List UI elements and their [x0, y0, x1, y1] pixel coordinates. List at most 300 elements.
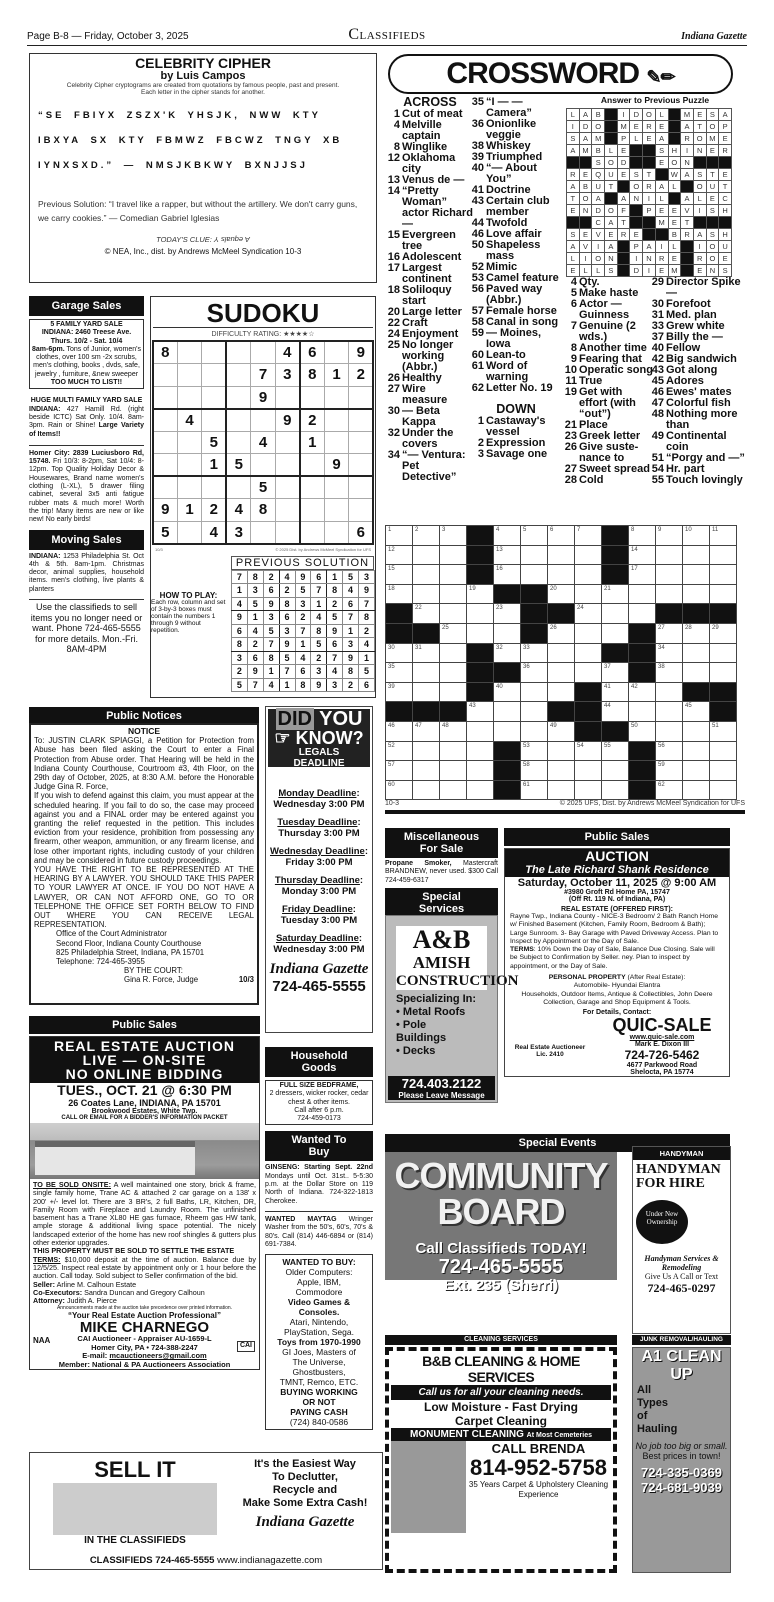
crossword-cell[interactable]: 51 [710, 721, 737, 741]
crossword-cell[interactable] [683, 780, 710, 800]
sudoku-cell: 4 [251, 431, 276, 454]
crossword-cell[interactable]: 58 [521, 761, 548, 781]
crossword-cell[interactable] [467, 780, 494, 800]
crossword-cell[interactable] [602, 780, 629, 800]
clue: 36 Onionlike veggie [471, 118, 537, 141]
crossword-cell[interactable] [413, 663, 440, 683]
crossword-cell[interactable]: 35 [386, 663, 413, 683]
crossword-cell[interactable] [413, 780, 440, 800]
sudoku-cell[interactable] [202, 409, 227, 432]
crossword-cell[interactable] [710, 545, 737, 565]
sudoku-cell[interactable] [177, 386, 202, 409]
clue: 19 Get with effort (with “out”) [564, 386, 636, 420]
public-sales-heading: Public Sales [504, 828, 730, 846]
crossword-cell[interactable]: 18 [386, 584, 413, 604]
crossword-cell [629, 741, 656, 761]
sudoku-cell[interactable] [324, 499, 349, 522]
crossword-cell [710, 604, 737, 624]
crossword-cell [602, 565, 629, 585]
sudoku-cell[interactable] [202, 364, 227, 387]
sudoku-cell: 2 [327, 597, 343, 611]
crossword-cell[interactable] [440, 761, 467, 781]
crossword-cell[interactable] [683, 643, 710, 663]
crossword-cell[interactable] [629, 584, 656, 604]
crossword-cell[interactable]: 57 [386, 761, 413, 781]
household-wanted-column [265, 1047, 373, 1430]
crossword-cell[interactable]: 32 [494, 643, 521, 663]
crossword-cell[interactable] [575, 584, 602, 604]
sudoku-cell: 9 [279, 638, 295, 652]
crossword-cell[interactable] [440, 663, 467, 683]
sudoku-cell[interactable] [300, 499, 325, 522]
sudoku-cell[interactable] [177, 364, 202, 387]
clue: 22 Craft [387, 317, 428, 329]
handyman-ad: HANDYMAN HANDYMAN FOR HIRE Under New Ownership Handyman Services & Remodeling Give Us A Call or Text 724-465-0297 [632, 1146, 731, 1334]
crossword-cell[interactable] [656, 702, 683, 722]
sudoku-cell[interactable] [226, 431, 251, 454]
crossword-cell[interactable] [521, 545, 548, 565]
crossword-cell[interactable] [440, 584, 467, 604]
sudoku-cell: 6 [349, 521, 374, 544]
crossword-cell[interactable]: 14 [629, 545, 656, 565]
clue: 57 Female horse [471, 305, 557, 317]
sudoku-cell: 4 [279, 570, 295, 584]
crossword-cell[interactable]: 55 [602, 741, 629, 761]
clue: 49 Continental coin [651, 430, 727, 453]
crossword-cell[interactable]: 46 [386, 721, 413, 741]
sudoku-cell: 5 [279, 651, 295, 665]
crossword-cell[interactable] [548, 643, 575, 663]
sudoku-cell[interactable] [153, 476, 178, 499]
sudoku-cell[interactable] [177, 521, 202, 544]
crossword-cell[interactable]: 60 [386, 780, 413, 800]
crossword-cell[interactable] [548, 741, 575, 761]
sudoku-cell: 7 [295, 624, 311, 638]
sudoku-cell: 1 [263, 665, 279, 679]
crossword-cell[interactable]: 15 [386, 565, 413, 585]
clue: 60 Lean-to [471, 349, 526, 361]
crossword-cell[interactable] [440, 604, 467, 624]
sudoku-cell: 5 [295, 584, 311, 598]
bb-cleaning-ad: B&B CLEANING & HOME SERVICES Call us for all your cleaning needs. Low Moisture - Fast Drying Carpet Cleaning MONUMENT CLEANING At Most Cemeteries CALL BRENDA 814-952-5758 35 Years Carpet & Upholstery Cleaning Experience [385, 1347, 617, 1573]
clue: 24 Enjoyment [387, 328, 459, 340]
crossword-cell[interactable] [575, 643, 602, 663]
crossword-cell[interactable] [467, 604, 494, 624]
sudoku-cell[interactable] [202, 341, 227, 364]
crossword-cell[interactable] [467, 721, 494, 741]
sudoku-cell[interactable] [349, 454, 374, 477]
sudoku-cell[interactable] [177, 454, 202, 477]
crossword-cell[interactable] [656, 682, 683, 702]
crossword-cell[interactable]: 48 [440, 721, 467, 741]
clue: 58 Canal in song [471, 316, 559, 328]
crossword-cell [467, 545, 494, 565]
sudoku-cell: 9 [349, 341, 374, 364]
crossword-cell[interactable]: 49 [548, 721, 575, 741]
crossword-cell[interactable]: 43 [467, 702, 494, 722]
crossword-cell[interactable] [548, 761, 575, 781]
crossword-cell[interactable] [683, 545, 710, 565]
previous-solution: Previous Solution: “I travel like a rapper, but without the artillery. We don't carry guns, we carry cookies.” — Comedian Gabriel Iglesias [38, 199, 358, 223]
sudoku-cell[interactable] [202, 386, 227, 409]
sudoku-cell: 8 [311, 624, 327, 638]
sudoku-cell[interactable] [226, 364, 251, 387]
sudoku-cell[interactable] [251, 409, 276, 432]
sudoku-cell: 6 [327, 638, 343, 652]
clue: 52 Mimic [471, 261, 518, 273]
sudoku-cell[interactable] [226, 476, 251, 499]
clue: 25 No longer working (Abbr.) [387, 339, 454, 373]
sudoku-cell[interactable] [349, 431, 374, 454]
clue: 9 Fearing that [570, 353, 642, 365]
sudoku-cell: 8 [359, 611, 375, 625]
crossword-cell[interactable] [710, 565, 737, 585]
clue: 43 Got along [651, 364, 718, 376]
email-link[interactable]: mcauctioneers@gmail.com [109, 1351, 207, 1361]
sudoku-cell[interactable] [177, 431, 202, 454]
crossword-cell[interactable]: 10 [683, 526, 710, 546]
crossword-cell[interactable]: 4 [494, 526, 521, 546]
crossword-cell [683, 682, 710, 702]
crossword-cell [575, 721, 602, 741]
sudoku-cell[interactable] [153, 364, 178, 387]
sudoku-cell[interactable] [324, 386, 349, 409]
crossword-cell[interactable]: 56 [656, 741, 683, 761]
crossword-cell[interactable] [440, 741, 467, 761]
sudoku-cell: 1 [343, 624, 359, 638]
sudoku-cell[interactable] [153, 386, 178, 409]
sudoku-cell[interactable] [324, 476, 349, 499]
crossword-cell[interactable]: 34 [656, 643, 683, 663]
crossword-cell[interactable]: 42 [629, 682, 656, 702]
crossword-cell[interactable] [548, 682, 575, 702]
crossword-cell[interactable] [521, 565, 548, 585]
crossword-cell[interactable] [494, 721, 521, 741]
crossword-cell[interactable] [683, 761, 710, 781]
crossword-cell[interactable] [629, 604, 656, 624]
sudoku-cell: 5 [343, 570, 359, 584]
ad-moving-indiana: INDIANA: 1253 Philadelphia St. Oct 4th & 5th. 8am-1pm. Christmas decor, animal supplies, household items. men's clothing, live plants & planters [29, 552, 144, 593]
sudoku-cell: 5 [153, 521, 178, 544]
sudoku-cell: 6 [359, 678, 375, 692]
sudoku-cell: 9 [311, 678, 327, 692]
crossword-cell [467, 643, 494, 663]
crossword-cell[interactable] [494, 702, 521, 722]
crossword-cell[interactable]: 41 [602, 682, 629, 702]
crossword-cell[interactable] [467, 761, 494, 781]
difficulty-rating: DIFFICULTY RATING: ★★★★☆ [211, 331, 315, 338]
clue: 2 Expression [477, 437, 546, 449]
crossword-cell [629, 780, 656, 800]
crossword-cell[interactable]: 9 [656, 526, 683, 546]
sudoku-cell[interactable] [153, 454, 178, 477]
clue: 32 Under the covers [387, 427, 454, 450]
crossword-cell[interactable] [710, 643, 737, 663]
clue: 34 “— Ventura: Pet Detective” [387, 449, 466, 483]
crossword-cell[interactable]: 19 [467, 584, 494, 604]
crossword-cell[interactable]: 38 [656, 663, 683, 683]
crossword-cell[interactable] [467, 741, 494, 761]
sudoku-cell[interactable] [275, 386, 300, 409]
crossword-cell[interactable]: 28 [683, 623, 710, 643]
clue: 17 Largest continent [387, 262, 452, 285]
clue: 23 Greek letter [564, 430, 641, 442]
sudoku-cell[interactable] [251, 341, 276, 364]
crossword-cell[interactable]: 27 [656, 623, 683, 643]
sudoku-cell[interactable] [300, 454, 325, 477]
crossword-cell[interactable]: 37 [602, 663, 629, 683]
crossword-cell[interactable] [683, 741, 710, 761]
cipher-line: “SE FBIYX ZSZX'K YHSJK, NWW KTY [38, 110, 321, 121]
sudoku-cell[interactable] [177, 476, 202, 499]
crossword-cell[interactable]: 23 [494, 604, 521, 624]
crossword-cell[interactable] [602, 623, 629, 643]
crossword-cell[interactable]: 45 [683, 702, 710, 722]
sudoku-cell: 3 [279, 624, 295, 638]
crossword-cell [467, 682, 494, 702]
crossword-cell[interactable] [656, 584, 683, 604]
crossword-cell[interactable]: 6 [548, 526, 575, 546]
sudoku-cell[interactable] [275, 454, 300, 477]
sudoku-cell[interactable] [300, 386, 325, 409]
crossword-cell[interactable] [575, 761, 602, 781]
crossword-cell[interactable]: 21 [602, 584, 629, 604]
sudoku-cell[interactable] [177, 341, 202, 364]
crossword-cell[interactable] [575, 663, 602, 683]
crossword-cell[interactable] [413, 761, 440, 781]
crossword-cell [386, 623, 413, 643]
crossword-cell[interactable] [710, 663, 737, 683]
crossword-cell[interactable] [710, 780, 737, 800]
crossword-cell[interactable]: 33 [521, 643, 548, 663]
crossword-cell[interactable]: 39 [386, 682, 413, 702]
crossword-cell[interactable] [548, 545, 575, 565]
page-header [27, 26, 747, 46]
deadline-item: Tuesday Deadline: Thursday 3:00 PM [277, 817, 361, 839]
crossword-cell[interactable]: 11 [710, 526, 737, 546]
sudoku-cell[interactable] [349, 386, 374, 409]
crossword-cell[interactable] [548, 565, 575, 585]
crossword-cell[interactable] [656, 721, 683, 741]
crossword-cell[interactable] [521, 721, 548, 741]
website-link[interactable]: www.quic-sale.com [629, 1034, 695, 1042]
crossword-cell[interactable] [683, 663, 710, 683]
crossword-cell [710, 682, 737, 702]
crossword-cell[interactable]: 24 [575, 604, 602, 624]
sudoku-cell[interactable] [226, 341, 251, 364]
sudoku-cell[interactable] [349, 476, 374, 499]
sudoku-cell[interactable] [202, 476, 227, 499]
crossword-cell[interactable]: 16 [494, 565, 521, 585]
sudoku-cell: 6 [343, 597, 359, 611]
crossword-cell[interactable] [440, 565, 467, 585]
special-services-heading: Special Services [385, 888, 498, 918]
crossword-cell[interactable]: 3 [440, 526, 467, 546]
crossword-cell[interactable] [710, 584, 737, 604]
clue: 4 Melville captain [393, 119, 442, 142]
website-link[interactable]: www.indianagazette.com [217, 1555, 323, 1566]
sudoku-cell[interactable] [251, 454, 276, 477]
crossword-cell [602, 643, 629, 663]
crossword-cell[interactable]: 8 [629, 526, 656, 546]
crossword-cell[interactable]: 54 [575, 741, 602, 761]
sudoku-cell: 5 [251, 476, 276, 499]
crossword-cell[interactable] [575, 623, 602, 643]
crossword-cell[interactable]: 20 [548, 584, 575, 604]
crossword-cell[interactable]: 29 [710, 623, 737, 643]
sudoku-cell[interactable] [300, 521, 325, 544]
crossword-cell[interactable] [575, 565, 602, 585]
community-board-ad: COMMUNITY BOARD Call Classifieds TODAY! 724-465-5555 Ext. 235 (Sherri) [385, 1152, 617, 1280]
crossword-cell[interactable] [440, 780, 467, 800]
sudoku-cell: 9 [153, 499, 178, 522]
crossword-cell[interactable]: 59 [656, 761, 683, 781]
crossword-cell[interactable]: 50 [629, 721, 656, 741]
crossword-cell[interactable] [656, 545, 683, 565]
crossword-cell [467, 526, 494, 546]
crossword-cell[interactable]: 26 [548, 623, 575, 643]
crossword-cell[interactable] [413, 682, 440, 702]
sudoku-cell[interactable] [324, 341, 349, 364]
sudoku-cell: 9 [343, 651, 359, 665]
sudoku-cell[interactable] [275, 499, 300, 522]
crossword-cell[interactable]: 40 [494, 682, 521, 702]
crossword-cell [656, 604, 683, 624]
sudoku-cell[interactable] [153, 409, 178, 432]
sudoku-cell[interactable] [324, 409, 349, 432]
crossword-cell[interactable] [494, 623, 521, 643]
sudoku-cell: 8 [263, 651, 279, 665]
crossword-cell[interactable]: 17 [629, 565, 656, 585]
crossword-cell[interactable] [575, 545, 602, 565]
sudoku-cell[interactable] [300, 476, 325, 499]
crossword-cell[interactable]: 5 [521, 526, 548, 546]
sudoku-cell[interactable] [275, 521, 300, 544]
sudoku-cell[interactable] [275, 431, 300, 454]
crossword-cell[interactable]: 62 [656, 780, 683, 800]
crossword-cell[interactable]: 7 [575, 526, 602, 546]
ad-huge-multi-family: HUGE MULTI FAMILY YARD SALE INDIANA: 427 Hamill Rd. (right beside ICTC) Sat Only. 10/4. 8am-3pm. Rain or Shine! Large Variety of Items!! [29, 397, 144, 438]
crossword-cell [494, 663, 521, 683]
crossword-cell[interactable] [440, 545, 467, 565]
crossword-cell[interactable] [683, 584, 710, 604]
sudoku-cell: 1 [324, 364, 349, 387]
sudoku-cell[interactable] [226, 386, 251, 409]
crossword-cell[interactable]: 52 [386, 741, 413, 761]
crossword-cell[interactable] [602, 604, 629, 624]
sudoku-cell: 8 [279, 597, 295, 611]
sudoku-cell: 6 [295, 665, 311, 679]
clue: 46 Ewes' mates [651, 386, 732, 398]
crossword-cell[interactable]: 13 [494, 545, 521, 565]
clue: 31 Med. plan [651, 309, 717, 321]
clue: 11 True [565, 375, 603, 387]
crossword-cell[interactable] [440, 682, 467, 702]
crossword-cell[interactable] [683, 565, 710, 585]
crossword-cell[interactable]: 61 [521, 780, 548, 800]
sudoku-cell: 9 [251, 386, 276, 409]
crossword-cell[interactable] [710, 741, 737, 761]
crossword-cell[interactable]: 1 [386, 526, 413, 546]
crossword-cell[interactable]: 22 [413, 604, 440, 624]
crossword-cell[interactable]: 25 [440, 623, 467, 643]
crossword-cell[interactable]: 2 [413, 526, 440, 546]
crossword-cell[interactable]: 44 [602, 702, 629, 722]
clue: 15 Evergreen tree [387, 229, 456, 252]
sudoku-cell: 1 [177, 499, 202, 522]
crossword-cell[interactable]: 12 [386, 545, 413, 565]
down-heading: DOWN [496, 402, 536, 416]
crossword-cell[interactable] [656, 565, 683, 585]
crossword-title: CROSSWORD ✎✏ [388, 54, 733, 94]
crossword-cell [548, 604, 575, 624]
cleaning-services-heading: CLEANING SERVICES [385, 1335, 617, 1345]
crossword-cell[interactable] [413, 741, 440, 761]
household-items-illustration [53, 1483, 217, 1535]
cipher-line: IBXYA SX KTY FBMWZ FBCWZ TNGY XB [38, 135, 343, 146]
clue: 26 Give suste-nance to [564, 441, 639, 464]
sudoku-cell[interactable] [275, 476, 300, 499]
crossword-cell[interactable] [683, 721, 710, 741]
crossword-cell[interactable] [710, 761, 737, 781]
sudoku-cell: 1 [300, 431, 325, 454]
crossword-grid[interactable] [385, 525, 737, 800]
sudoku-cell: 2 [232, 665, 248, 679]
crossword-cell[interactable] [413, 584, 440, 604]
crossword-cell[interactable] [548, 780, 575, 800]
ad-propane-smoker: Propane Smoker, Mastercraft BRANDNEW, never used. $300 Call 724-459-6317 [385, 860, 498, 884]
clue: 7 Genuine (2 wds.) [570, 320, 636, 343]
across-clues-col1 [386, 97, 474, 483]
crossword-cell[interactable] [440, 643, 467, 663]
sudoku-cell[interactable] [226, 409, 251, 432]
crossword-cell[interactable]: 31 [413, 643, 440, 663]
sudoku-cell[interactable] [324, 431, 349, 454]
sudoku-grid[interactable] [152, 340, 375, 545]
crossword-cell[interactable] [521, 682, 548, 702]
divider [385, 810, 745, 814]
crossword-cell[interactable] [413, 565, 440, 585]
crossword-cell[interactable] [413, 545, 440, 565]
crossword-cell [602, 721, 629, 741]
crossword-cell[interactable]: 47 [413, 721, 440, 741]
sudoku-cell: 5 [247, 597, 263, 611]
sudoku-cell[interactable] [349, 499, 374, 522]
crossword-cell[interactable]: 53 [521, 741, 548, 761]
crossword-cell[interactable] [602, 761, 629, 781]
crossword-cell[interactable] [548, 663, 575, 683]
shank-residence-auction: Public Sales AUCTION The Late Richard Shank Residence Saturday, October 11, 2025 @ 9:00 AM #3980 Groft Rd Home PA, 15747 (Off Rt. 119 N. of Indiana, PA) REAL ESTATE (OFFERED FIRST): Rayne Twp., Indiana County - NICE-3 Bedroom/ 2 Bath Ranch Home w/ Finished Basement (Kitchen, Family Room, Bedroom & Bath); Large Sunroom. 3- Bay Garage with Paved Driveway Access. Plan to Inspect by Appointment or the Day of Sale. TERMS: 10% Down the Day of Sale, Balance Due Closing. Sale will be Subject to Confirmation by Seller. ney. Plan to inspect by appointment, or the Day of Sale. PERSONAL PROPERTY (After Real Estate): Automobile- Hyundai Elantra Households, Outdoor Items, Antique & Collectibles, John Deere Collection, Garage and Shop Equipment & Tools. For Details, Contact: Real Estate Auctioneer Lic. 2410 QUIC-SALE www.quic-sale.com Mark E. Dixon III 724-726-5462 4677 Parkwood Road Shelocta, PA 15774 [504, 828, 730, 1077]
crossword-cell[interactable]: 30 [386, 643, 413, 663]
sudoku-cell[interactable] [349, 409, 374, 432]
crossword-cell [629, 643, 656, 663]
sudoku-cell: 6 [232, 624, 248, 638]
ad-homer-city: Homer City: 2839 Luciusboro Rd, 15748. Fri 10/3: 8-2pm, Sat 10/4: 8-12pm. Top Quality Holiday Decor & Housewares, Brand name women's clothing (L-XL), 5 drawer filing cabinet, several 3x5 anti fatigue rubber mats & much more! Worth the trip! Many items are new or like new! No early birds! [29, 449, 144, 524]
sudoku-cell[interactable] [324, 521, 349, 544]
crossword-cell[interactable]: 36 [521, 663, 548, 683]
cipher-line: IYNXSXD.” — NMSJKBKWY BXNJJSJ [38, 160, 308, 171]
clue: 18 Soliloquy start [387, 284, 452, 307]
crossword-cell[interactable] [467, 623, 494, 643]
moving-sales-heading: Moving Sales [29, 530, 144, 550]
crossword-cell[interactable] [575, 780, 602, 800]
crossword-cell[interactable] [521, 702, 548, 722]
sudoku-cell[interactable] [251, 521, 276, 544]
page-date: Page B-8 — Friday, October 3, 2025 [27, 31, 189, 42]
cipher-copyright: © NEA, Inc., dist. by Andrews McMeel Syndication 10-3 [104, 247, 302, 256]
crossword-cell[interactable] [629, 702, 656, 722]
sudoku-cell[interactable] [153, 431, 178, 454]
